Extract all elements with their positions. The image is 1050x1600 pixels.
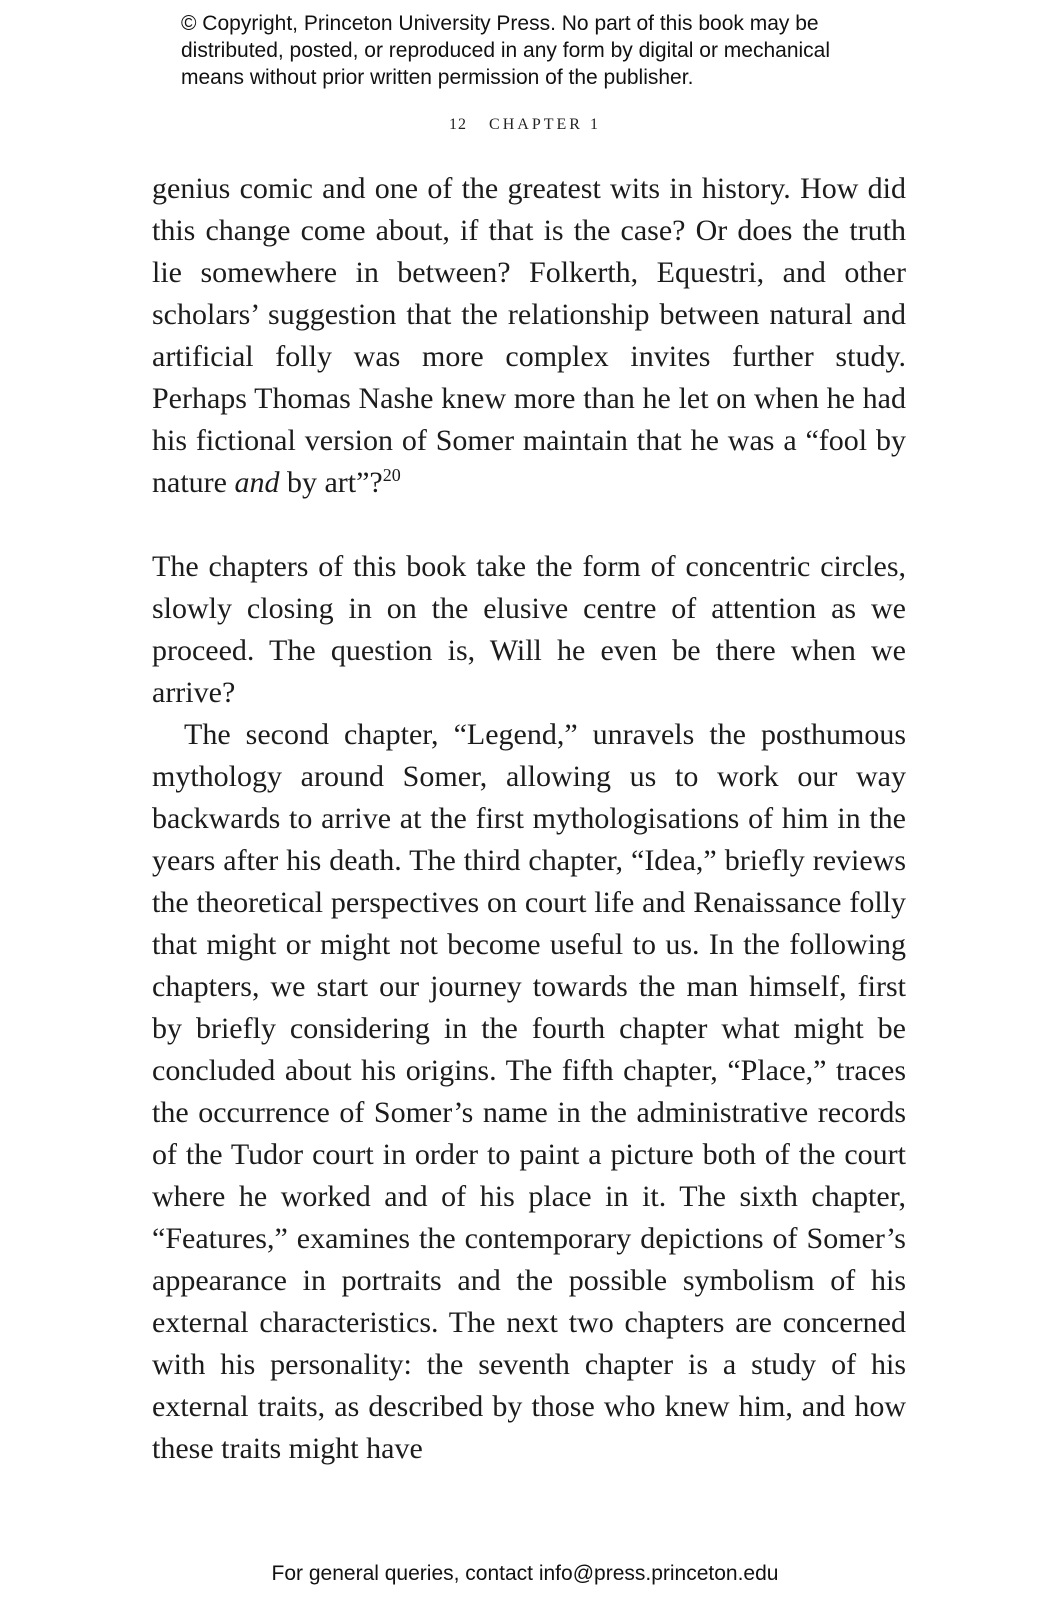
- paragraph-1-text: genius comic and one of the greatest wits in history. How did this change come about, if that is the case? Or does the truth lie somewhere in between? Folkerth, Equestri, and other scholars’ suggestion that the relationship between natural and artificial folly was more complex invites further study. Perhaps Thomas Nashe knew more than he let on when he had his fictional version of Somer maintain that he was a “fool by nature: [152, 172, 906, 499]
- copyright-line-3: means without prior written permission of the publisher.: [181, 66, 694, 89]
- footnote-reference: 20: [382, 465, 401, 485]
- body-text: [152, 168, 906, 1470]
- copyright-line-2: distributed, posted, or reproduced in any form by digital or mechanical: [181, 39, 831, 62]
- paragraph-1: [152, 168, 906, 504]
- copyright-notice: [181, 10, 901, 91]
- running-head: [0, 116, 1050, 134]
- paragraph-2: The chapters of this book take the form of concentric circles, slowly closing in on the elusive centre of attention as we proceed. The question is, Will he even be there when we arrive?: [152, 550, 906, 709]
- paragraph-1-text-end: by art”?: [279, 466, 383, 499]
- chapter-label: CHAPTER 1: [489, 116, 601, 133]
- footer-contact: For general queries, contact info@press.princeton.edu: [271, 1562, 779, 1585]
- paragraph-3: The second chapter, “Legend,” unravels the posthumous mythology around Somer, allowing us to work our way backwards to arrive at the first mythologisations of him in the years after his death. The third chapter, “Idea,” briefly reviews the theoretical perspectives on court life and Renaissance folly that might or might not become useful to us. In the following chapters, we start our journey towards the man himself, first by briefly considering in the fourth chapter what might be concluded about his origins. The fifth chapter, “Place,” traces the occurrence of Somer’s name in the administrative records of the Tudor court in order to paint a picture both of the court where he worked and of his place in it. The sixth chapter, “Features,” examines the contemporary depictions of Somer’s appearance in portraits and the possible symbolism of his external characteristics. The next two chapters are concerned with his personality: the seventh chapter is a study of his external traits, as described by those who knew him, and how these traits might have: [152, 718, 906, 1465]
- paragraph-1-italic: and: [234, 466, 280, 499]
- page-number: 12: [449, 116, 468, 133]
- copyright-line-1: © Copyright, Princeton University Press. No part of this book may be: [181, 12, 819, 35]
